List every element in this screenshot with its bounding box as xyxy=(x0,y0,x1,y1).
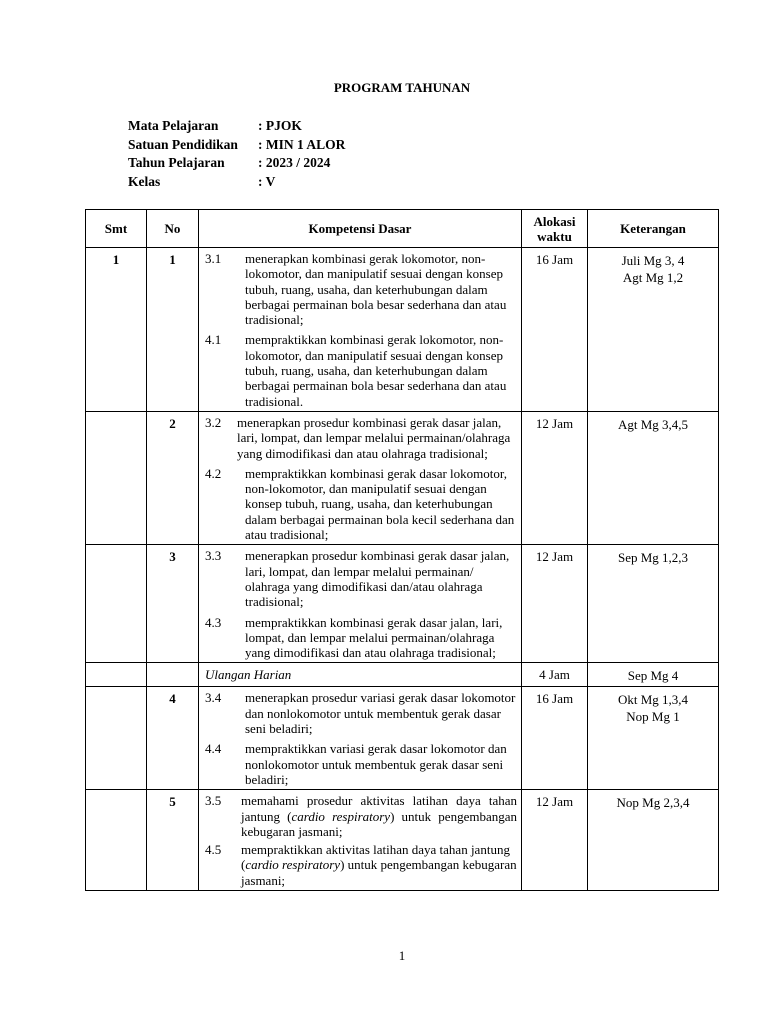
cell-alokasi: 16 Jam xyxy=(522,687,588,790)
kd-text: menerapkan prosedur kombinasi gerak dasar jalan, lari, lompat, dan lempar melalui permainan/olahraga yang dimodifikasi dan atau olahraga tradisional; xyxy=(237,414,511,461)
cell-ket: Agt Mg 3,4,5 xyxy=(588,411,719,544)
kd-text: menerapkan kombinasi gerak lokomotor, non-lokomotor, dan manipulatif sesuai dengan konsep tubuh, ruang, usaha, dan keterhubungan dalam berbagai permainan bola besar sederhana dan atau tradisional; xyxy=(245,251,507,328)
ket-line: Okt Mg 1,3,4 xyxy=(617,692,689,708)
meta-value: : MIN 1 ALOR xyxy=(258,136,346,152)
kd-item xyxy=(205,251,517,327)
kd-item xyxy=(205,741,517,787)
meta-row-school xyxy=(128,136,345,155)
header-alokasi-line2: waktu xyxy=(537,228,572,244)
cell-alokasi: 12 Jam xyxy=(522,545,588,663)
cell-ket: Sep Mg 1,2,3 xyxy=(588,545,719,663)
kd-text-part: ) untuk pengembangan kebugaran jasmani; xyxy=(241,808,517,839)
kd-text: mempraktikkan kombinasi gerak dasar jalan, lari, lompat, dan lempar melalui permainan/olahraga yang dimodifikasi dan atau olahraga tradisional; xyxy=(245,614,503,661)
cell-ket xyxy=(588,248,719,412)
meta-label: Kelas xyxy=(128,174,161,190)
kd-item xyxy=(205,332,517,408)
cell-no: 1 xyxy=(147,248,199,412)
meta-row-year xyxy=(128,154,345,173)
table-header-row xyxy=(86,210,719,248)
kd-number: 3.1 xyxy=(205,251,222,266)
cell-no: 3 xyxy=(147,545,199,663)
meta-value: : V xyxy=(258,174,276,190)
cell-kd xyxy=(199,248,522,412)
ket-line: Agt Mg 1,2 xyxy=(622,270,684,285)
kd-item xyxy=(205,793,517,839)
cell-smt: 1 xyxy=(86,248,147,412)
ket-line: Nop Mg 1 xyxy=(626,709,680,725)
page-number: 1 xyxy=(398,948,406,963)
header-ket: Keterangan xyxy=(588,210,719,248)
kd-number: 4.3 xyxy=(205,614,222,630)
kd-item xyxy=(205,466,517,542)
kd-text xyxy=(241,842,517,888)
meta-value: : 2023 / 2024 xyxy=(258,155,331,171)
cell-alokasi: 16 Jam xyxy=(522,248,588,412)
annual-program-table xyxy=(85,209,719,891)
kd-text-italic: cardio respiratory xyxy=(291,808,391,824)
kd-item xyxy=(205,842,517,888)
meta-label: Mata Pelajaran xyxy=(128,118,219,133)
kd-item xyxy=(205,615,517,661)
meta-label: Tahun Pelajaran xyxy=(128,155,225,171)
table-row xyxy=(86,248,719,412)
kd-item xyxy=(205,690,517,736)
kd-text-part: mempraktikkan aktivitas latihan daya tahan jantung ( xyxy=(241,842,510,873)
document-meta xyxy=(128,117,345,192)
cell-alokasi: 4 Jam xyxy=(522,663,588,687)
cell-ket xyxy=(588,687,719,790)
table-row xyxy=(86,545,719,663)
kd-number: 4.5 xyxy=(205,842,222,858)
kd-text: menerapkan prosedur variasi gerak dasar lokomotor dan nonlokomotor untuk membentuk gerak dasar seni beladiri; xyxy=(245,690,516,737)
kd-item xyxy=(205,415,517,461)
kd-number: 3.3 xyxy=(205,548,222,564)
cell-ket: Nop Mg 2,3,4 xyxy=(588,790,719,891)
kd-number: 4.4 xyxy=(205,741,222,757)
cell-smt xyxy=(86,545,147,663)
kd-number: 3.5 xyxy=(205,793,222,809)
kd-item xyxy=(205,548,517,609)
cell-ket: Sep Mg 4 xyxy=(588,663,719,687)
header-alokasi-line1: Alokasi xyxy=(533,213,576,229)
cell-ulangan-label: Ulangan Harian xyxy=(199,663,522,687)
cell-no: 2 xyxy=(147,411,199,544)
kd-text: mempraktikkan kombinasi gerak dasar lokomotor, non-lokomotor, dan manipulatif sesuai dengan konsep tubuh, ruang, usaha, dan keterhubungan dalam berbagai permainan bola kecil sederhana dan atau tradisional; xyxy=(245,465,515,543)
header-smt: Smt xyxy=(86,210,147,248)
cell-kd xyxy=(199,411,522,544)
kd-number: 4.1 xyxy=(205,332,222,348)
ket-line: Juli Mg 3, 4 xyxy=(621,253,685,268)
header-kd: Kompetensi Dasar xyxy=(199,210,522,248)
header-alokasi xyxy=(522,210,588,248)
kd-number: 3.4 xyxy=(205,690,222,706)
kd-text: menerapkan prosedur kombinasi gerak dasar jalan, lari, lompat, dan lempar melalui permainan/ olahraga yang dimodifikasi dan/atau olahraga tradisional; xyxy=(245,548,510,610)
meta-row-class xyxy=(128,173,345,192)
cell-smt xyxy=(86,663,147,687)
cell-smt xyxy=(86,790,147,891)
cell-smt xyxy=(86,411,147,544)
cell-kd xyxy=(199,790,522,891)
kd-text: mempraktikkan variasi gerak dasar lokomotor dan nonlokomotor untuk membentuk gerak dasar seni beladiri; xyxy=(245,741,507,787)
kd-text-part: memahami prosedur aktivitas latihan daya tahan jantung ( xyxy=(241,793,517,824)
cell-kd xyxy=(199,687,522,790)
cell-no xyxy=(147,663,199,687)
cell-alokasi: 12 Jam xyxy=(522,790,588,891)
kd-text-italic: cardio respiratory xyxy=(245,857,341,873)
page-title: PROGRAM TAHUNAN xyxy=(333,80,471,95)
cell-alokasi: 12 Jam xyxy=(522,411,588,544)
meta-row-subject xyxy=(128,117,345,136)
cell-no: 5 xyxy=(147,790,199,891)
table-row xyxy=(86,687,719,790)
meta-label: Satuan Pendidikan xyxy=(128,136,238,152)
header-no: No xyxy=(147,210,199,248)
table-row xyxy=(86,790,719,891)
cell-smt xyxy=(86,687,147,790)
kd-text xyxy=(241,793,517,839)
meta-value: : PJOK xyxy=(258,118,302,133)
kd-number: 4.2 xyxy=(205,465,222,481)
kd-text: mempraktikkan kombinasi gerak lokomotor, non-lokomotor, dan manipulatif sesuai dengan konsep tubuh, ruang, usaha, dan keterhubungan dalam berbagai permainan bola besar sederhana dan atau tradisional. xyxy=(245,332,507,409)
kd-text-part: ) untuk pengembangan kebugaran jasmani; xyxy=(241,857,517,888)
cell-no: 4 xyxy=(147,687,199,790)
table-row xyxy=(86,411,719,544)
cell-kd xyxy=(199,545,522,663)
kd-number: 3.2 xyxy=(205,414,222,430)
table-row-ulangan xyxy=(86,663,719,687)
